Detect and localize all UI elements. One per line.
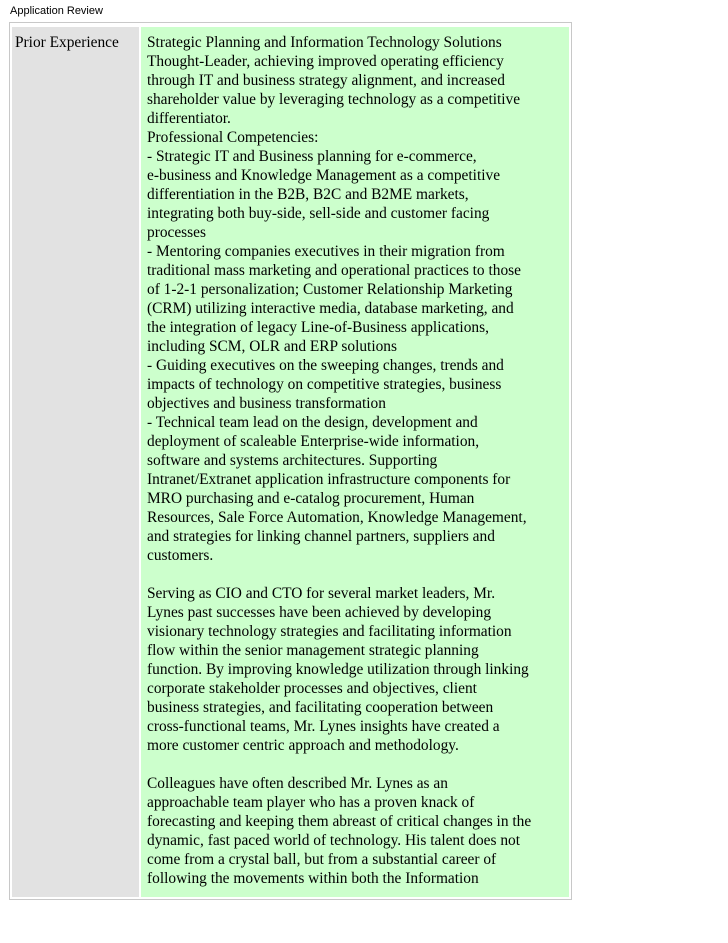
text-line: through IT and business strategy alignment, and increased	[147, 72, 505, 89]
text-line: Serving as CIO and CTO for several market leaders, Mr.	[147, 585, 496, 602]
text-line: - Strategic IT and Business planning for e-commerce,	[147, 148, 477, 165]
text-line: differentiation in the B2B, B2C and B2ME markets,	[147, 186, 469, 203]
page-title: Application Review	[10, 5, 103, 17]
text-line: and strategies for linking channel partners, suppliers and	[147, 528, 495, 545]
text-line: the integration of legacy Line-of-Business applications,	[147, 319, 489, 336]
text-line: deployment of scaleable Enterprise-wide information,	[147, 433, 480, 450]
text-line: business strategies, and facilitating cooperation between	[147, 699, 494, 716]
text-line: Strategic Planning and Information Technology Solutions	[147, 34, 502, 51]
text-line: more customer centric approach and methodology.	[147, 737, 459, 754]
text-line: traditional mass marketing and operational practices to those	[147, 262, 521, 279]
text-line: software and systems architectures. Supporting	[147, 452, 438, 469]
text-line: of 1-2-1 personalization; Customer Relationship Marketing	[147, 281, 513, 298]
field-value-cell	[141, 27, 569, 897]
text-line: Professional Competencies:	[147, 129, 319, 146]
text-line: e-business and Knowledge Management as a competitive	[147, 167, 501, 184]
text-line: come from a crystal ball, but from a substantial career of	[147, 851, 497, 868]
text-line: function. By improving knowledge utilization through linking	[147, 661, 529, 678]
text-line: forecasting and keeping them abreast of critical changes in the	[147, 813, 532, 830]
text-line: approachable team player who has a proven knack of	[147, 794, 475, 811]
text-line: Intranet/Extranet application infrastructure components for	[147, 471, 511, 488]
text-line: (CRM) utilizing interactive media, database marketing, and	[147, 300, 514, 317]
text-line: customers.	[147, 547, 214, 564]
text-line: processes	[147, 224, 206, 241]
text-line: - Mentoring companies executives in their migration from	[147, 243, 505, 260]
paragraph-gap	[147, 565, 572, 584]
paragraph-gap	[147, 755, 572, 774]
text-line: cross-functional teams, Mr. Lynes insights have created a	[147, 718, 500, 735]
text-line: Thought-Leader, achieving improved operating efficiency	[147, 53, 504, 70]
text-line: Resources, Sale Force Automation, Knowledge Management,	[147, 509, 527, 526]
text-line: integrating both buy-side, sell-side and customer facing	[147, 205, 490, 222]
text-line: following the movements within both the Information	[147, 870, 479, 887]
text-line: including SCM, OLR and ERP solutions	[147, 338, 397, 355]
text-line: impacts of technology on competitive strategies, business	[147, 376, 502, 393]
text-line: flow within the senior management strategic planning	[147, 642, 479, 659]
text-line: dynamic, fast paced world of technology. His talent does not	[147, 832, 520, 849]
text-line: MRO purchasing and e-catalog procurement, Human	[147, 490, 475, 507]
text-line: Colleagues have often described Mr. Lynes as an	[147, 775, 448, 792]
text-line: objectives and business transformation	[147, 395, 386, 412]
text-line: - Technical team lead on the design, development and	[147, 414, 478, 431]
text-line: shareholder value by leveraging technology as a competitive	[147, 91, 521, 108]
field-label-cell	[12, 27, 139, 897]
text-line: - Guiding executives on the sweeping changes, trends and	[147, 357, 504, 374]
text-line: corporate stakeholder processes and objectives, client	[147, 680, 477, 697]
text-line: Lynes past successes have been achieved by developing	[147, 604, 492, 621]
text-line: visionary technology strategies and facilitating information	[147, 623, 512, 640]
text-line: differentiator.	[147, 110, 231, 127]
field-value-text	[147, 33, 572, 888]
field-label: Prior Experience	[15, 34, 119, 51]
